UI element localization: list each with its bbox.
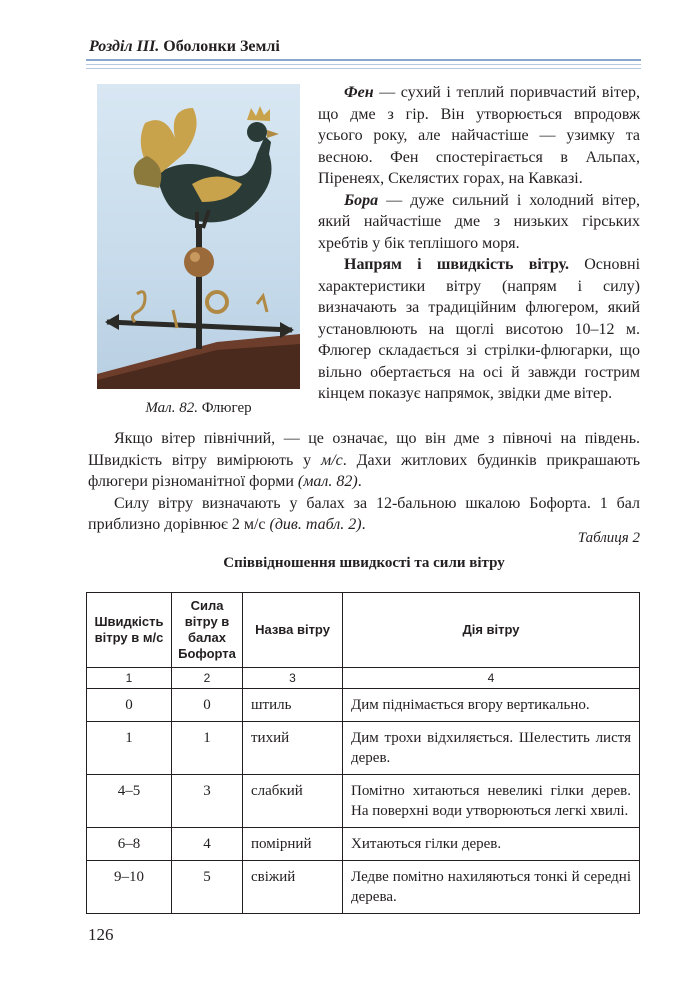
- force-paragraph: Силу вітру визначають у балах за 12-бальною шкалою Бофорта. 1 бал приблизно дорівнює 2 м/с (див. табл. 2).: [88, 494, 640, 533]
- table-row: [87, 722, 640, 775]
- cell-action: Помітно хитаються невеликі гілки дерев. На поверхні води утворюються легкі хвилі.: [343, 775, 640, 828]
- fen-text: — сухий і теплий поривчастий вітер, що дме з гір. Він утворюється впродовж усього року, але найчастіше — узимку та весною. Фен спостерігається в Альпах, Піренеях, Скелястих горах, на Кавказі.: [318, 84, 640, 187]
- table-label: Таблиця 2: [577, 530, 640, 546]
- table-row: [87, 775, 640, 828]
- figure-caption-text: Флюгер: [201, 400, 252, 416]
- section-header: [89, 38, 280, 56]
- figure-caption-label: Мал. 82.: [145, 400, 198, 416]
- cell-speed: 9–10: [87, 861, 172, 914]
- speed-unit: м/с: [321, 451, 343, 469]
- table-row: [87, 828, 640, 861]
- table-title: Співвідношення швидкості та сили вітру: [223, 555, 505, 571]
- table-row: [87, 861, 640, 914]
- column-number: 2: [172, 668, 243, 689]
- cell-speed: 0: [87, 689, 172, 722]
- weathervane-photo: [97, 84, 300, 389]
- cell-force: 0: [172, 689, 243, 722]
- header-rule: [86, 59, 641, 73]
- table-reference: (див. табл. 2): [269, 516, 362, 533]
- full-width-text: [88, 428, 640, 536]
- north-paragraph: Якщо вітер північний, — це означає, що він дме з півночі на південь. Швидкість вітру вимірюють у м/с. Дахи житлових будинків прикрашають флюгери різноманітної форми (мал. 82).: [88, 430, 641, 490]
- fen-term: Фен: [344, 84, 374, 101]
- cell-force: 5: [172, 861, 243, 914]
- table-number-row: [87, 668, 640, 689]
- fen-paragraph: [318, 82, 640, 190]
- cell-name: помірний: [243, 828, 343, 861]
- figure-caption: [97, 400, 300, 417]
- cell-action: Хитаються гілки дерев.: [343, 828, 640, 861]
- header-speed: Швидкість вітру в м/с: [87, 593, 172, 668]
- right-column-text: [318, 82, 640, 405]
- section-label: Розділ III.: [89, 38, 160, 55]
- cell-action: Дим піднімається вгору вертикально.: [343, 689, 640, 722]
- cell-name: слабкий: [243, 775, 343, 828]
- cell-speed: 6–8: [87, 828, 172, 861]
- cell-name: штиль: [243, 689, 343, 722]
- wind-table: [86, 592, 640, 914]
- cell-name: свіжий: [243, 861, 343, 914]
- page-number: 126: [88, 925, 114, 944]
- weathervane-rooster-icon: [97, 84, 300, 389]
- cell-name: тихий: [243, 722, 343, 775]
- column-number: 3: [243, 668, 343, 689]
- bora-text: — дуже сильний і холодний вітер, який найчастіше дме з низьких гірських хребтів у бік теплішого моря.: [318, 191, 640, 252]
- section-title: Оболонки Землі: [163, 38, 280, 55]
- bora-paragraph: [318, 190, 640, 255]
- figure-reference: (мал. 82): [297, 473, 358, 490]
- table-row: [87, 689, 640, 722]
- bora-term: Бора: [344, 191, 379, 209]
- column-number: 1: [87, 668, 172, 689]
- column-number: 4: [343, 668, 640, 689]
- cell-action: Дим трохи відхиляється. Шелестить листя дерев.: [343, 722, 640, 775]
- wind-paragraph: [318, 254, 640, 405]
- cell-force: 1: [172, 722, 243, 775]
- wind-heading: Напрям і швидкість вітру.: [344, 256, 569, 273]
- header-force: Сила вітру в балах Бофорта: [172, 593, 243, 668]
- cell-force: 3: [172, 775, 243, 828]
- cell-speed: 4–5: [87, 775, 172, 828]
- cell-speed: 1: [87, 722, 172, 775]
- header-action: Дія вітру: [343, 593, 640, 668]
- cell-action: Ледве помітно нахиляються тонкі й середні дерева.: [343, 861, 640, 914]
- header-name: Назва вітру: [243, 593, 343, 668]
- table-header-row: [87, 593, 640, 668]
- wind-text: Основні характеристики вітру (напрям і силу) визначають за традиційним флюгером, який установлюють на щоглі висотою 10–12 м. Флюгер складається зі стрілки-флюгарки, що вільно обертається на осі й завжди гострим кінцем показує напрямок, звідки дме вітер.: [318, 256, 641, 402]
- cell-force: 4: [172, 828, 243, 861]
